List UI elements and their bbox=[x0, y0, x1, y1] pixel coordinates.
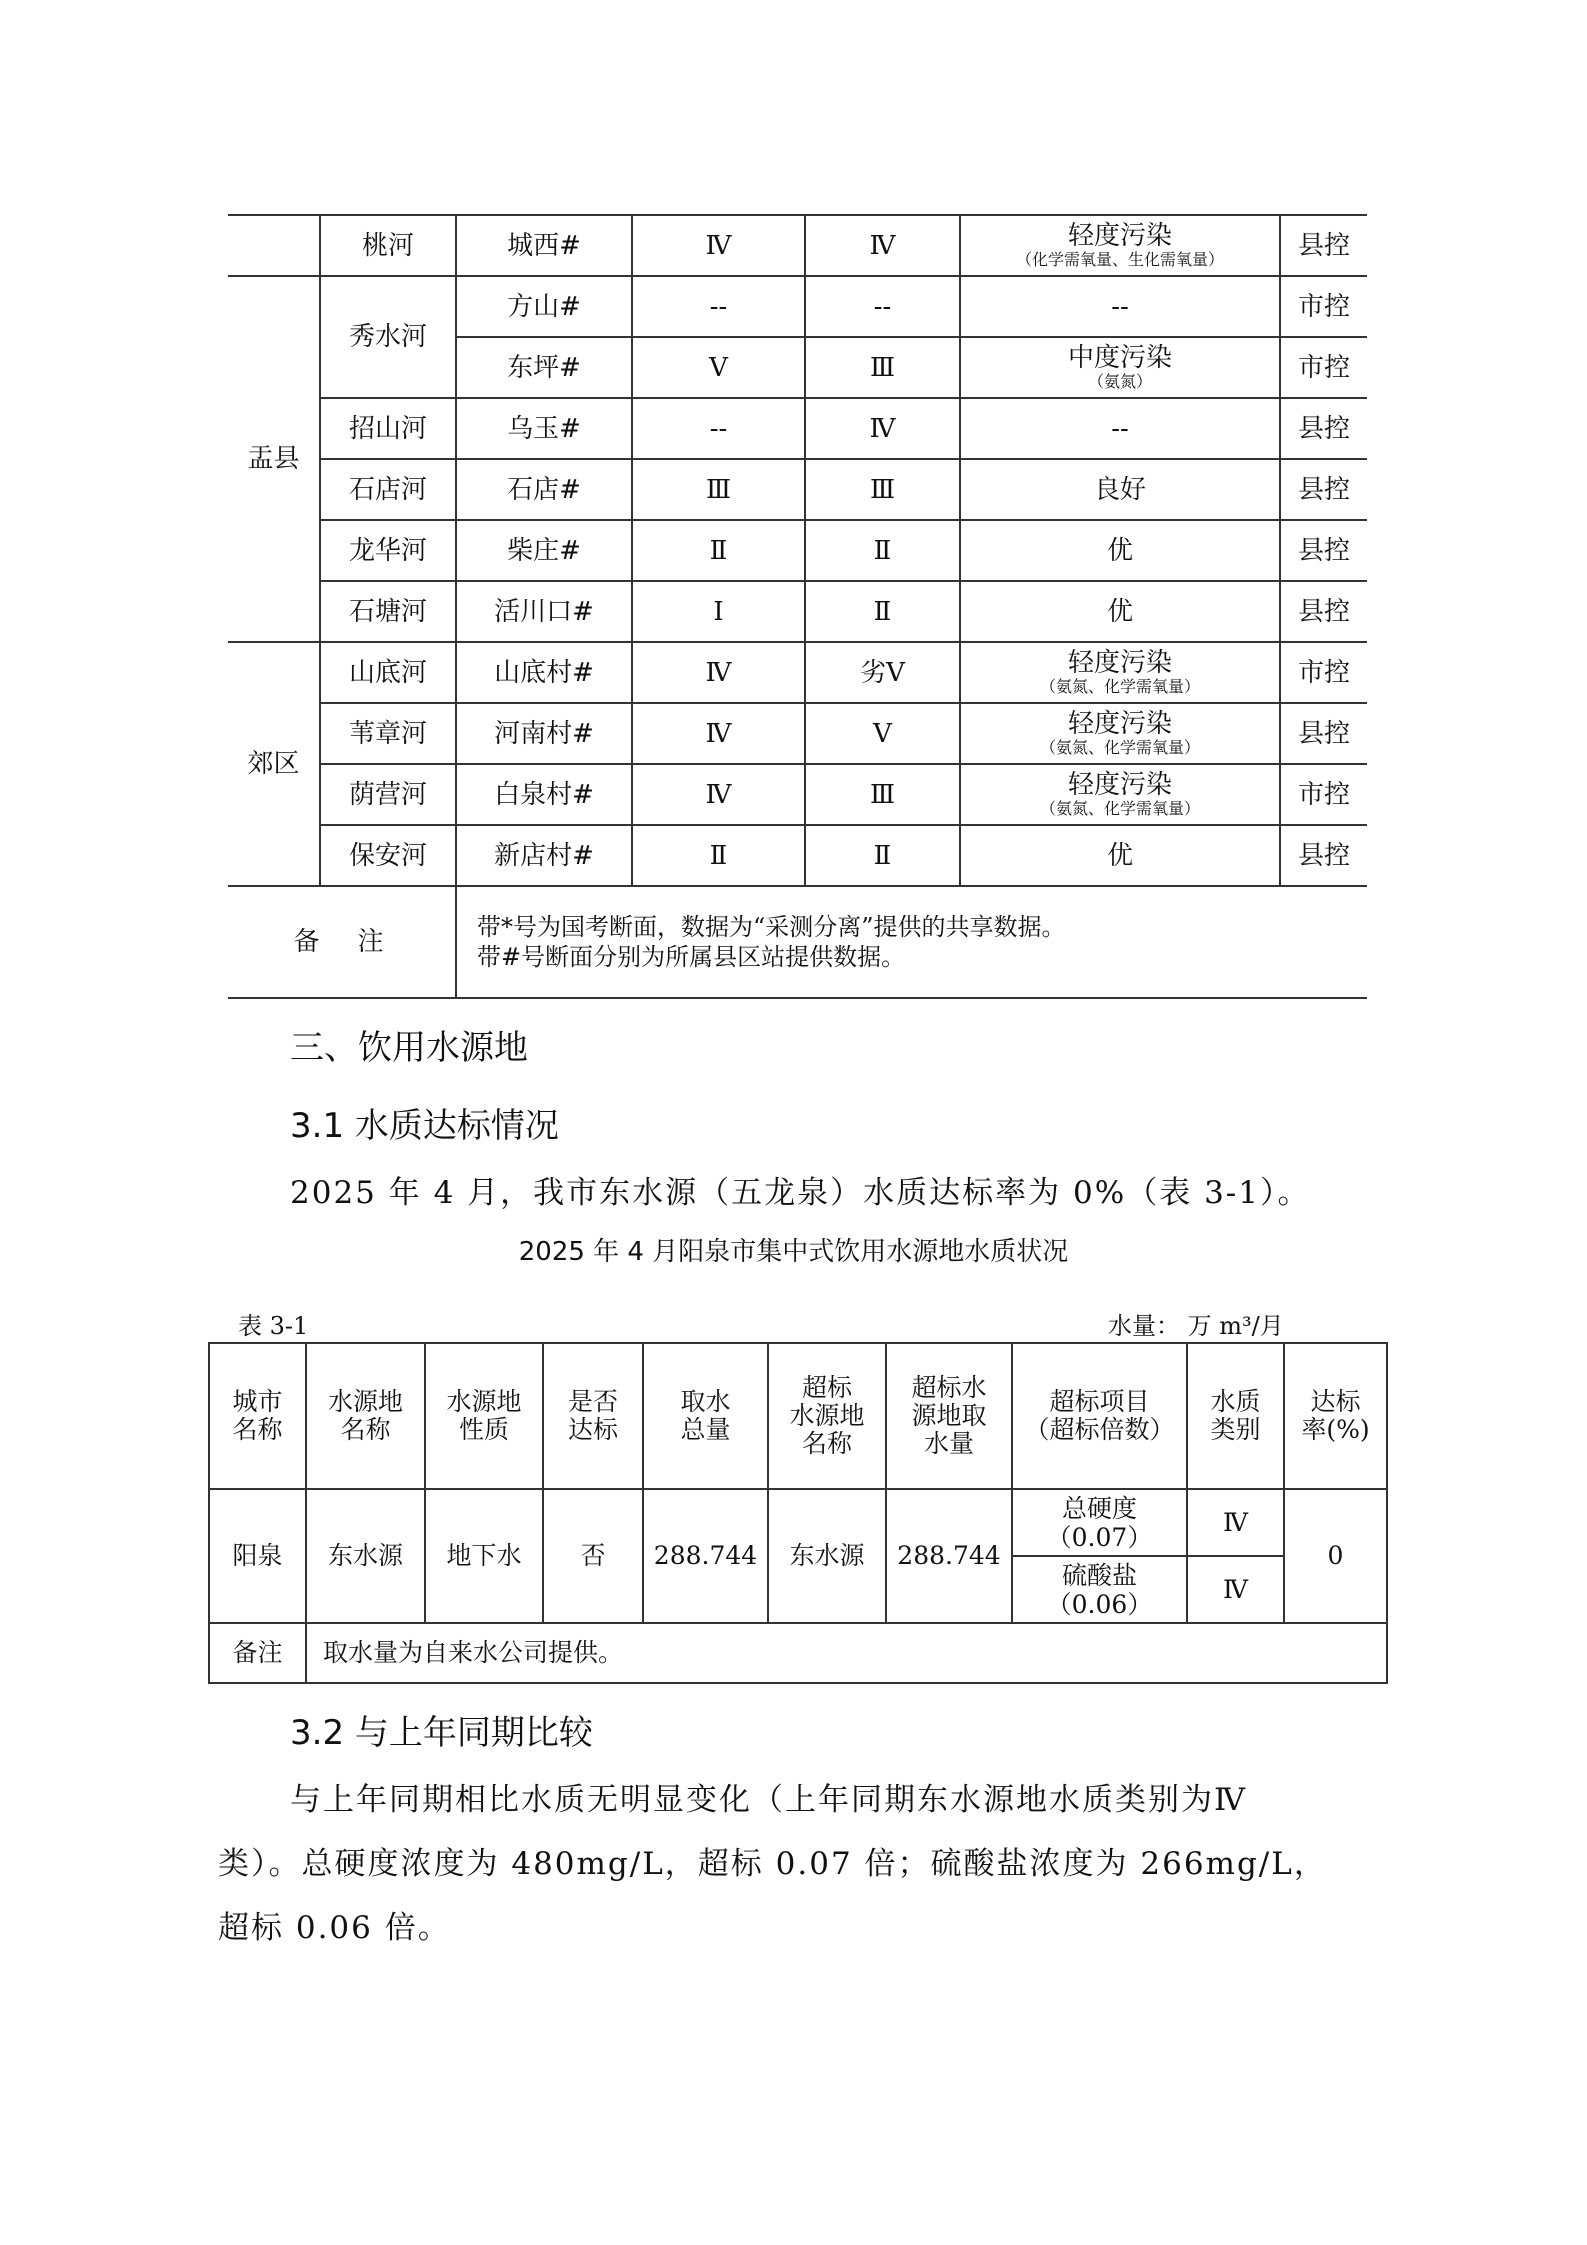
class-cell: Ⅲ bbox=[805, 337, 960, 398]
station-cell: 方山# bbox=[456, 276, 632, 337]
status-cell bbox=[960, 764, 1280, 825]
note-text bbox=[456, 886, 1367, 998]
station-cell: 东坪# bbox=[456, 337, 632, 398]
header-cell: 超标水 源地取 水量 bbox=[886, 1343, 1012, 1489]
class-cell: Ⅲ bbox=[805, 459, 960, 520]
cell-class2: Ⅳ bbox=[1187, 1556, 1284, 1623]
class-cell: Ⅳ bbox=[805, 398, 960, 459]
river-cell: 石店河 bbox=[320, 459, 456, 520]
status-cell bbox=[960, 703, 1280, 764]
table-caption: 2025 年 4 月阳泉市集中式饮用水源地水质状况 bbox=[518, 1237, 1069, 1267]
river-cell: 秀水河 bbox=[320, 276, 456, 398]
county-cell: 郊区 bbox=[228, 642, 320, 886]
note-line: 带*号为国考断面，数据为“采测分离”提供的共享数据。 bbox=[477, 913, 1066, 941]
class-cell: -- bbox=[805, 276, 960, 337]
unit-label: 水量： 万 m³/月 bbox=[1108, 1312, 1284, 1340]
header-cell: 超标项目 （超标倍数） bbox=[1012, 1343, 1187, 1489]
status-detail: （氨氮、化学需氧量） bbox=[1039, 676, 1200, 696]
header-cell: 水质 类别 bbox=[1187, 1343, 1284, 1489]
table-row bbox=[228, 459, 1367, 520]
cell-class1: Ⅳ bbox=[1187, 1489, 1284, 1556]
river-cell: 桃河 bbox=[320, 215, 456, 276]
river-cell: 龙华河 bbox=[320, 520, 456, 581]
table-row bbox=[209, 1489, 1387, 1556]
class-cell: Ⅴ bbox=[805, 703, 960, 764]
river-cell: 石塘河 bbox=[320, 581, 456, 642]
control-cell: 县控 bbox=[1280, 459, 1367, 520]
class-cell: Ⅱ bbox=[805, 825, 960, 886]
paragraph-line: 超标 0.06 倍。 bbox=[218, 1910, 451, 1946]
class-cell: Ⅴ bbox=[632, 337, 805, 398]
cell-total: 288.744 bbox=[643, 1489, 768, 1623]
river-quality-table-body bbox=[228, 215, 1367, 998]
note-text: 取水量为自来水公司提供。 bbox=[306, 1623, 1387, 1683]
table-note-row bbox=[209, 1623, 1387, 1683]
table-note-row bbox=[228, 886, 1367, 998]
class-cell: Ⅳ bbox=[632, 703, 805, 764]
header-cell: 超标 水源地 名称 bbox=[768, 1343, 886, 1489]
river-cell: 保安河 bbox=[320, 825, 456, 886]
cell-city: 阳泉 bbox=[209, 1489, 306, 1623]
class-cell: Ⅳ bbox=[632, 642, 805, 703]
status-cell bbox=[960, 215, 1280, 276]
class-cell: Ⅳ bbox=[632, 764, 805, 825]
county-cell: 盂县 bbox=[228, 276, 320, 642]
header-cell: 城市 名称 bbox=[209, 1343, 306, 1489]
table-row bbox=[228, 703, 1367, 764]
status-cell bbox=[960, 337, 1280, 398]
header-cell: 是否 达标 bbox=[543, 1343, 643, 1489]
class-cell: Ⅱ bbox=[632, 520, 805, 581]
cell-over-total: 288.744 bbox=[886, 1489, 1012, 1623]
control-cell: 县控 bbox=[1280, 703, 1367, 764]
cell-rate: 0 bbox=[1284, 1489, 1387, 1623]
class-cell: 劣Ⅴ bbox=[805, 642, 960, 703]
river-cell: 山底河 bbox=[320, 642, 456, 703]
class-cell: -- bbox=[632, 276, 805, 337]
status-detail: （氨氮、化学需氧量） bbox=[1039, 798, 1200, 818]
table-row bbox=[228, 398, 1367, 459]
status-text: 优 bbox=[1106, 840, 1133, 871]
cell-item1: 总硬度 （0.07） bbox=[1012, 1489, 1187, 1556]
station-cell: 新店村# bbox=[456, 825, 632, 886]
status-cell bbox=[960, 520, 1280, 581]
status-text: 良好 bbox=[1093, 474, 1146, 505]
control-cell: 县控 bbox=[1280, 825, 1367, 886]
class-cell: Ⅲ bbox=[805, 764, 960, 825]
class-cell: Ⅰ bbox=[632, 581, 805, 642]
control-cell: 市控 bbox=[1280, 764, 1367, 825]
note-label: 备 注 bbox=[228, 886, 456, 998]
status-detail: （氨氮、化学需氧量） bbox=[1039, 737, 1200, 757]
subsection-title: 3.1 水质达标情况 bbox=[290, 1106, 559, 1146]
header-cell: 取水 总量 bbox=[643, 1343, 768, 1489]
cell-item2: 硫酸盐 （0.06） bbox=[1012, 1556, 1187, 1623]
drinking-water-table bbox=[208, 1342, 1388, 1684]
table-header-row bbox=[209, 1343, 1387, 1489]
control-cell: 县控 bbox=[1280, 215, 1367, 276]
status-text: -- bbox=[1111, 413, 1129, 444]
paragraph: 2025 年 4 月，我市东水源（五龙泉）水质达标率为 0%（表 3-1）。 bbox=[290, 1175, 1311, 1211]
river-quality-table bbox=[228, 214, 1367, 999]
station-cell: 白泉村# bbox=[456, 764, 632, 825]
table-row bbox=[228, 825, 1367, 886]
note-label: 备注 bbox=[209, 1623, 306, 1683]
table-row bbox=[228, 520, 1367, 581]
paragraph-line: 与上年同期相比水质无明显变化（上年同期东水源地水质类别为Ⅳ bbox=[290, 1782, 1247, 1818]
cell-over-source: 东水源 bbox=[768, 1489, 886, 1623]
status-cell bbox=[960, 825, 1280, 886]
header-cell: 水源地 名称 bbox=[306, 1343, 425, 1489]
status-cell bbox=[960, 581, 1280, 642]
header-cell: 水源地 性质 bbox=[425, 1343, 543, 1489]
status-text: 轻度污染 bbox=[1067, 647, 1172, 678]
status-text: -- bbox=[1111, 291, 1129, 322]
status-detail: （化学需氧量、生化需氧量） bbox=[1015, 249, 1224, 269]
status-detail: （氨氮） bbox=[1087, 371, 1152, 391]
station-cell: 柴庄# bbox=[456, 520, 632, 581]
station-cell: 乌玉# bbox=[456, 398, 632, 459]
table-number: 表 3-1 bbox=[238, 1312, 309, 1340]
control-cell: 县控 bbox=[1280, 398, 1367, 459]
control-cell: 县控 bbox=[1280, 520, 1367, 581]
table-row bbox=[228, 764, 1367, 825]
header-cell: 达标 率(%) bbox=[1284, 1343, 1387, 1489]
table-row bbox=[228, 215, 1367, 276]
class-cell: Ⅳ bbox=[632, 215, 805, 276]
river-cell: 苇章河 bbox=[320, 703, 456, 764]
status-text: 优 bbox=[1106, 596, 1133, 627]
table-row bbox=[228, 276, 1367, 337]
status-text: 轻度污染 bbox=[1067, 708, 1172, 739]
station-cell: 山底村# bbox=[456, 642, 632, 703]
river-cell: 招山河 bbox=[320, 398, 456, 459]
station-cell: 城西# bbox=[456, 215, 632, 276]
table-row bbox=[228, 642, 1367, 703]
class-cell: Ⅱ bbox=[805, 520, 960, 581]
class-cell: Ⅳ bbox=[805, 215, 960, 276]
status-text: 轻度污染 bbox=[1067, 220, 1172, 251]
control-cell: 市控 bbox=[1280, 642, 1367, 703]
section-title: 三、饮用水源地 bbox=[290, 1028, 528, 1068]
station-cell: 河南村# bbox=[456, 703, 632, 764]
note-line: 带#号断面分别为所属县区站提供数据。 bbox=[477, 943, 906, 971]
cell-source: 东水源 bbox=[306, 1489, 425, 1623]
class-cell: -- bbox=[632, 398, 805, 459]
subsection-title-2: 3.2 与上年同期比较 bbox=[290, 1713, 593, 1753]
control-cell: 市控 bbox=[1280, 337, 1367, 398]
status-cell bbox=[960, 276, 1280, 337]
river-cell: 荫营河 bbox=[320, 764, 456, 825]
control-cell: 市控 bbox=[1280, 276, 1367, 337]
cell-nature: 地下水 bbox=[425, 1489, 543, 1623]
station-cell: 石店# bbox=[456, 459, 632, 520]
status-cell bbox=[960, 642, 1280, 703]
status-cell bbox=[960, 398, 1280, 459]
station-cell: 活川口# bbox=[456, 581, 632, 642]
control-cell: 县控 bbox=[1280, 581, 1367, 642]
cell-pass: 否 bbox=[543, 1489, 643, 1623]
paragraph-line: 类）。总硬度浓度为 480mg/L，超标 0.07 倍；硫酸盐浓度为 266mg/L， bbox=[218, 1846, 1327, 1882]
status-text: 优 bbox=[1106, 535, 1133, 566]
class-cell: Ⅱ bbox=[805, 581, 960, 642]
county-cell bbox=[228, 215, 320, 276]
class-cell: Ⅱ bbox=[632, 825, 805, 886]
class-cell: Ⅲ bbox=[632, 459, 805, 520]
table-row bbox=[228, 581, 1367, 642]
status-text: 中度污染 bbox=[1067, 342, 1172, 373]
status-text: 轻度污染 bbox=[1067, 769, 1172, 800]
status-cell bbox=[960, 459, 1280, 520]
